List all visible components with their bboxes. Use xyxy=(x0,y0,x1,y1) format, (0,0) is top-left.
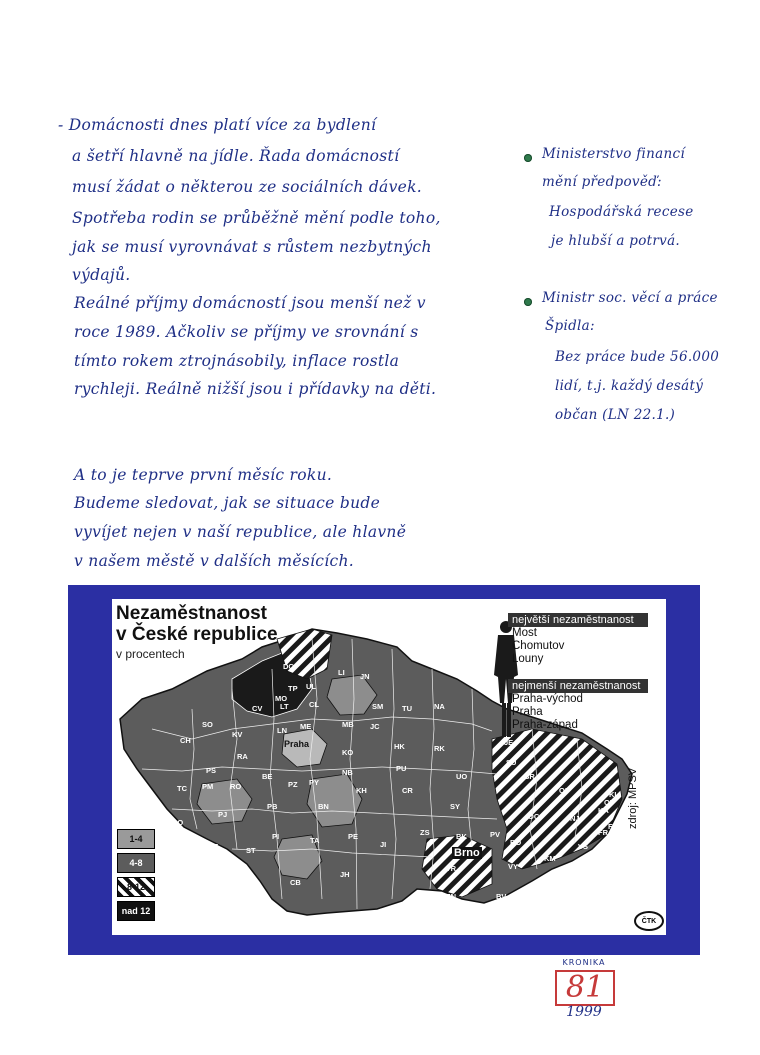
district-label: PY xyxy=(309,778,320,787)
district-label: NB xyxy=(342,768,353,777)
side-note-line: občan (LN 22.1.) xyxy=(555,407,676,423)
district-label: SU xyxy=(506,758,517,767)
district-label: RA xyxy=(237,752,248,761)
note-line: jak se musí vyrovnávat s růstem nezbytných xyxy=(72,238,432,256)
district-label: BN xyxy=(318,802,329,811)
district-label: ZL xyxy=(550,870,560,879)
smallest-item: Praha-východ xyxy=(512,693,583,705)
green-pin-icon xyxy=(524,154,532,162)
green-pin-icon xyxy=(524,298,532,306)
note-line: výdajů. xyxy=(72,266,131,284)
city-label-brno: Brno xyxy=(454,847,480,859)
district-label: TC xyxy=(177,784,187,793)
page-number: 81 xyxy=(565,970,605,1005)
district-label: KI xyxy=(609,790,617,799)
side-note-line: Hospodářská recese xyxy=(549,204,694,220)
closing-line: Budeme sledovat, jak se situace bude xyxy=(74,494,381,512)
district-label: CL xyxy=(309,700,319,709)
district-label: JI xyxy=(380,840,387,849)
district-label: OP xyxy=(559,786,570,795)
note-line: roce 1989. Ačkoliv se příjmy ve srovnání s xyxy=(74,323,419,341)
note-line: Spotřeba rodin se průběžně mění podle toho, xyxy=(72,209,441,227)
district-label: MB xyxy=(342,720,354,729)
district-label: BE xyxy=(262,772,273,781)
district-label: FM xyxy=(608,822,619,831)
district-label: CK xyxy=(280,914,291,923)
district-label: OV xyxy=(604,798,615,807)
district-label: BO xyxy=(510,838,522,847)
map-source: zdroj: MPSV xyxy=(627,767,639,829)
ctk-logo: ČTK xyxy=(634,911,664,931)
district-label: JE xyxy=(504,738,514,747)
smallest-header: nejmenší nezaměstnanost xyxy=(508,679,648,693)
district-label: UH xyxy=(556,888,567,897)
district-label: TP xyxy=(288,684,298,693)
district-label: ZS xyxy=(420,828,430,837)
district-label: KV xyxy=(232,730,243,739)
closing-line: A to je teprve první měsíc roku. xyxy=(74,466,333,484)
district-label: FR xyxy=(598,828,608,837)
district-label: LN xyxy=(277,726,287,735)
district-label: UO xyxy=(456,772,468,781)
district-label: BV xyxy=(496,892,507,901)
largest-header: největší nezaměstnanost xyxy=(508,613,648,627)
district-label: TA xyxy=(310,836,320,845)
map-title-line: v České republice xyxy=(116,624,278,645)
largest-item: Louny xyxy=(512,653,544,665)
note-line: a šetří hlavně na jídle. Řada domácností xyxy=(72,147,400,165)
smallest-item: Praha-západ xyxy=(512,719,578,731)
district-label: CV xyxy=(252,704,263,713)
district-label: JN xyxy=(360,672,370,681)
smallest-unemployment-box xyxy=(508,679,648,732)
side-note-line: Ministr soc. věcí a práce xyxy=(542,290,718,306)
district-label: PI xyxy=(272,832,280,841)
scale-8-12: 8-12 xyxy=(117,877,155,897)
district-label: RO xyxy=(230,782,242,791)
side-note-line: Ministerstvo financí xyxy=(542,146,685,162)
district-label: TR xyxy=(446,864,456,873)
district-label: OC xyxy=(528,812,540,821)
district-label: JC xyxy=(370,722,380,731)
district-label: ZN xyxy=(446,892,456,901)
district-label: CR xyxy=(402,786,413,795)
district-label: SY xyxy=(450,802,461,811)
district-label: DC xyxy=(283,662,294,671)
district-label: KM xyxy=(544,854,556,863)
smallest-item: Praha xyxy=(512,706,543,718)
unemployment-map xyxy=(112,599,666,935)
scale-1-4: 1-4 xyxy=(117,829,155,849)
side-note-line: lidí, t.j. každý desátý xyxy=(555,378,704,394)
closing-line: vyvíjet nejen v naší republice, ale hlavně xyxy=(74,523,407,541)
stamp-year: 1999 xyxy=(566,1004,602,1020)
district-label: ME xyxy=(300,722,312,731)
largest-unemployment-box xyxy=(508,613,648,666)
largest-item: Chomutov xyxy=(512,640,565,652)
side-note-line: je hlubší a potrvá. xyxy=(551,233,681,249)
map-subtitle: v procentech xyxy=(116,647,185,661)
district-label: PS xyxy=(206,766,217,775)
scale-over-12: nad 12 xyxy=(117,901,155,921)
district-label: PM xyxy=(202,782,214,791)
district-label: KH xyxy=(356,786,367,795)
district-label: KO xyxy=(342,748,354,757)
district-label: BR xyxy=(524,772,535,781)
side-note-line: Bez práce bude 56.000 xyxy=(555,349,720,365)
district-label: KA xyxy=(598,806,609,815)
note-line: rychleji. Reálně nižší jsou i přídavky na děti. xyxy=(74,380,437,398)
district-label: HO xyxy=(530,882,542,891)
stamp-label: KRONIKA xyxy=(562,958,606,967)
district-label: KT xyxy=(208,842,218,851)
district-label: DO xyxy=(172,818,184,827)
district-label: LT xyxy=(280,702,289,711)
closing-line: v našem městě v dalších měsících. xyxy=(74,552,355,570)
district-label: SM xyxy=(372,702,384,711)
district-label: RK xyxy=(434,744,445,753)
note-line: musí žádat o některou ze sociálních dávek. xyxy=(72,178,423,196)
district-label: UL xyxy=(306,682,316,691)
district-label: NJ xyxy=(570,814,580,823)
map-title-line: Nezaměstnanost xyxy=(116,603,267,624)
newspaper-clipping xyxy=(68,585,700,955)
page-number-box xyxy=(555,970,615,1006)
city-label-praha: Praha xyxy=(284,739,310,749)
district-label: LI xyxy=(338,668,345,677)
chronicle-stamp xyxy=(551,958,617,1020)
district-label: PU xyxy=(396,764,407,773)
district-label: VS xyxy=(578,842,589,851)
district-label: BK xyxy=(456,832,467,841)
side-note-line: Špidla: xyxy=(545,318,595,334)
district-label: PV xyxy=(490,830,501,839)
district-label: TU xyxy=(402,704,412,713)
district-label: CB xyxy=(290,878,301,887)
side-note-line: mění předpověď: xyxy=(542,174,662,190)
district-label: HK xyxy=(394,742,405,751)
district-label: SO xyxy=(202,720,213,729)
district-label: PZ xyxy=(288,780,298,789)
note-line: - Domácnosti dnes platí více za bydlení xyxy=(58,116,377,134)
district-label: PT xyxy=(242,874,252,883)
district-label: ST xyxy=(246,846,256,855)
district-label: NA xyxy=(434,702,445,711)
map-title xyxy=(116,603,278,645)
note-line: tímto rokem ztrojnásobily, inflace rostla xyxy=(74,352,400,370)
district-label: JH xyxy=(340,870,350,879)
largest-item: Most xyxy=(512,627,537,639)
district-label: PB xyxy=(267,802,278,811)
district-label: PJ xyxy=(218,810,228,819)
district-label: VY xyxy=(508,862,519,871)
note-line: Reálné příjmy domácností jsou menší než v xyxy=(74,294,426,312)
district-label: CH xyxy=(180,736,191,745)
district-label: PE xyxy=(348,832,359,841)
scale-4-8: 4-8 xyxy=(117,853,155,873)
district-label: MO xyxy=(275,694,288,703)
